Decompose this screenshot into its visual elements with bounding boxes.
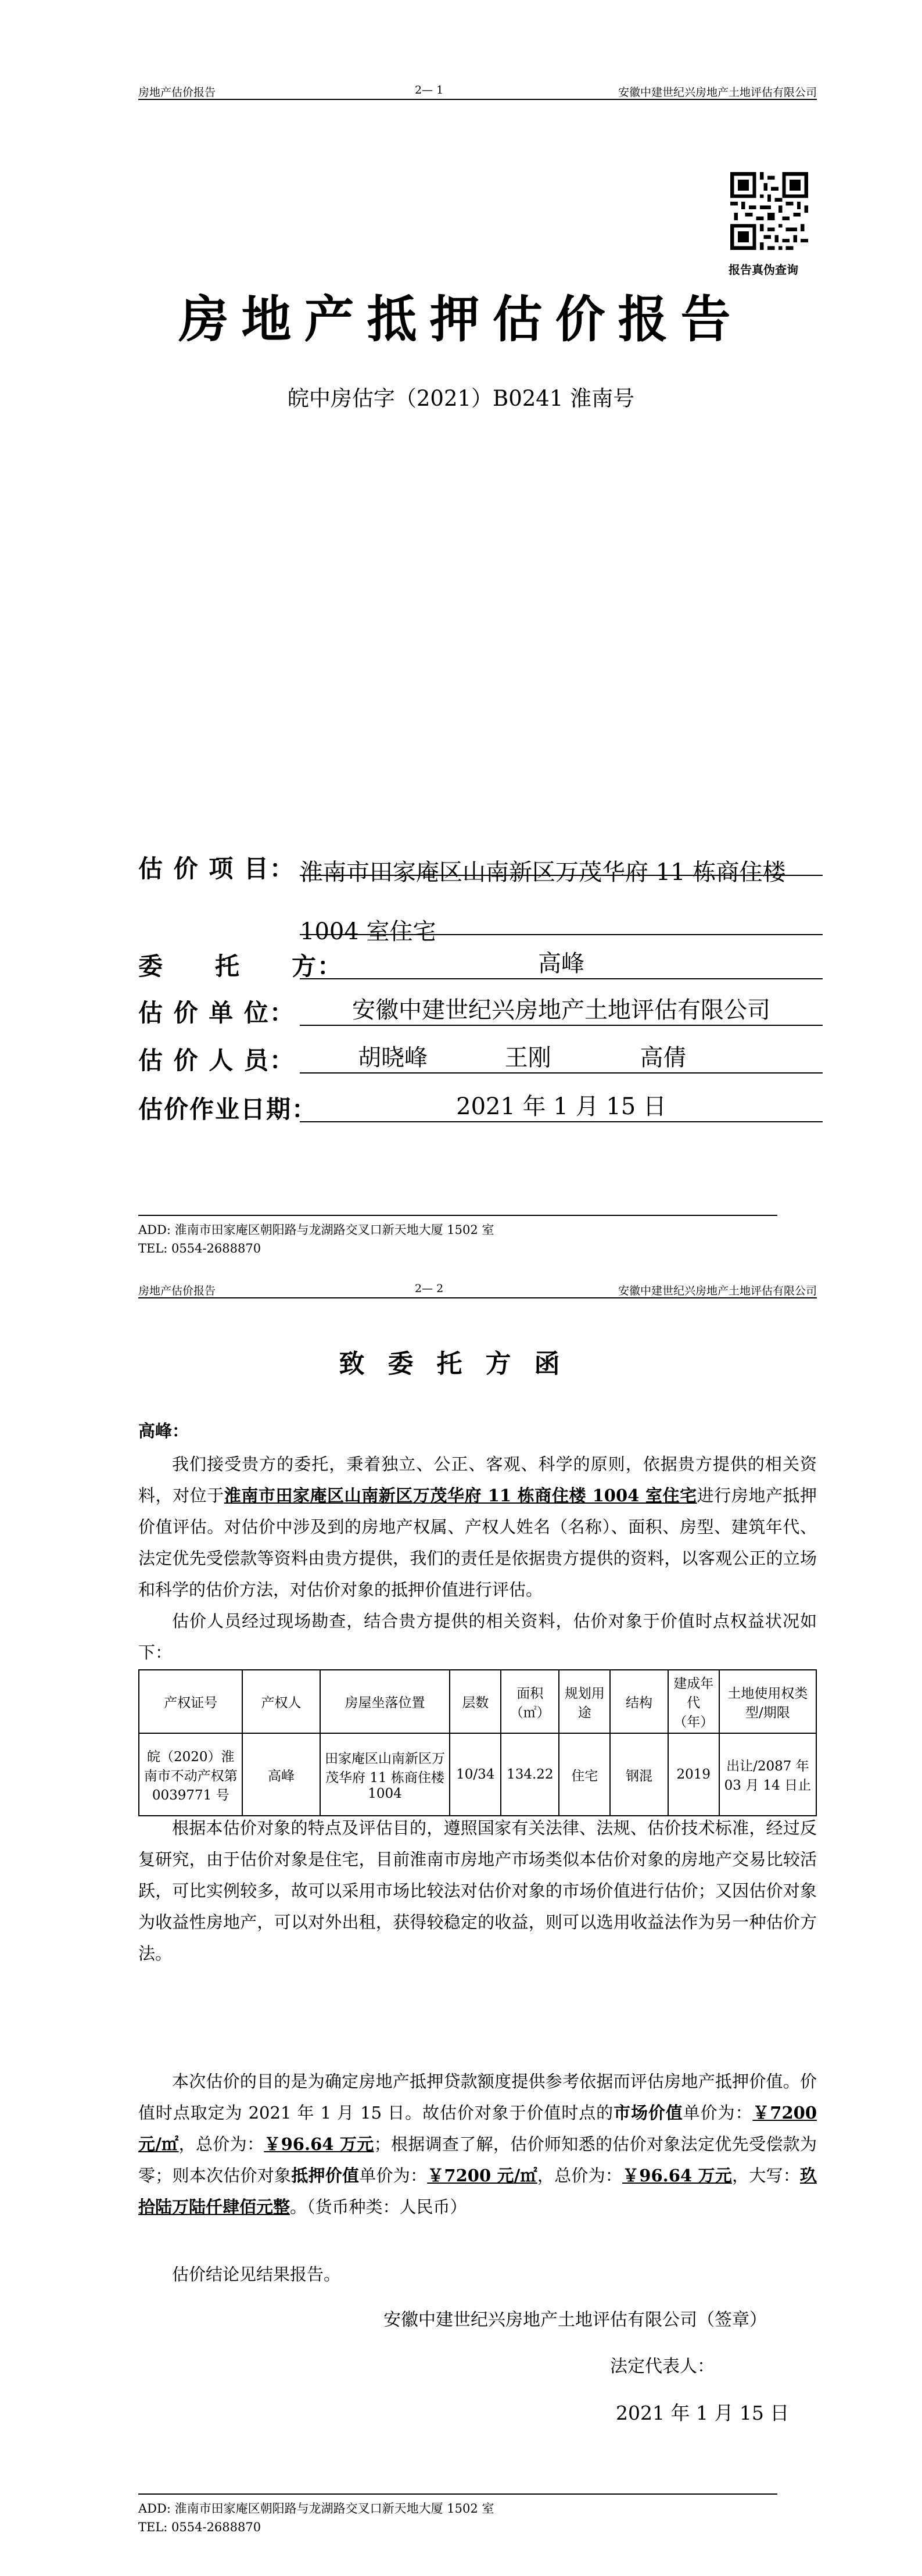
- client-label: 委 托 方：: [138, 952, 343, 981]
- col-header: 结构: [610, 1670, 668, 1733]
- appraisers-label: 估 价 人 员：: [138, 1046, 295, 1075]
- sign-company: 安徽中建世纪兴房地产土地评估有限公司（签章）: [383, 2310, 767, 2330]
- market-value-label: 市场价值: [614, 2103, 683, 2123]
- appraiser-2: 王刚: [504, 1044, 551, 1071]
- p4-text: ，总价为：: [537, 2166, 623, 2185]
- mortgage-value-label: 抵押价值: [291, 2166, 360, 2185]
- footer-address: ADD: 淮南市田家庵区朝阳路与龙湖路交叉口新天地大厦 1502 室: [138, 2502, 494, 2516]
- paragraph-3: 根据本估价对象的特点及评估目的，遵照国家有关法律、法规、估价技术标准，经过反复研究，由于估价对象是住宅，目前淮南市房地产市场类似本估价对象的房地产交易比较活跃，可比实例较多，故可以采用市场比较法对估价对象的市场价值进行估价；又因估价对象为收益性房地产，可以对外出租，获得较稳定的收益，则可以选用收益法作为另一种估价方法。: [138, 1818, 817, 1963]
- letter-title: 致委托方函: [339, 1349, 583, 1379]
- footer-tel: TEL: 0554-2688870: [138, 1242, 261, 1255]
- footer: [138, 1221, 494, 1258]
- cell-land-right: 出让/2087 年 03 月 14 日止: [719, 1733, 816, 1816]
- header-company: 安徽中建世纪兴房地产土地评估有限公司: [618, 1285, 817, 1297]
- date-value: 2021 年 1 月 15 日: [300, 1088, 823, 1122]
- client-value: 高峰: [300, 945, 823, 979]
- project-value: 淮南市田家庵区山南新区万茂华府 11 栋商住楼 1004 室住宅: [300, 859, 786, 945]
- p4-text: ；根据调查了解，估价师知悉的估价对象法定优先受偿款为零；则本次估价对象: [138, 2134, 817, 2185]
- col-header: 房屋坐落位置: [320, 1670, 450, 1733]
- p1-text-a: 我们接受贵方的委托，秉着独立、公正、客观、科学的原则，依据贵方提供的相关资料，对位于: [138, 1454, 817, 1505]
- underline: [300, 875, 823, 876]
- paragraph-4: [138, 2066, 817, 2223]
- p4-text: 本次估价的目的是为确定房地产抵押贷款额度提供参考依据而评估房地产抵押价值。价值时点取定为 2021 年 1 月 15 日。故估价对象于价值时点的: [138, 2071, 817, 2123]
- p1-property: 淮南市田家庵区山南新区万茂华府 11 栋商住楼 1004 室住宅: [224, 1486, 697, 1505]
- report-title: 房地产抵押估价报告: [178, 290, 744, 349]
- p4-text: 单价为：: [359, 2166, 428, 2185]
- sign-representative: 法定代表人：: [610, 2356, 715, 2377]
- project-label: 估 价 项 目：: [138, 854, 295, 883]
- col-header: 面积（㎡）: [501, 1670, 559, 1733]
- footer-tel: TEL: 0554-2688870: [138, 2520, 261, 2534]
- p4-text: ，总价为：: [178, 2134, 264, 2154]
- header-left: 房地产估价报告: [138, 86, 216, 99]
- col-header: 规划用途: [559, 1670, 610, 1733]
- footer-divider: [138, 2493, 777, 2495]
- page-header: [138, 1280, 817, 1298]
- cell-area: 134.22: [501, 1733, 559, 1816]
- date-label: 估价作业日期：: [138, 1095, 318, 1124]
- header-company: 安徽中建世纪兴房地产土地评估有限公司: [618, 86, 817, 99]
- p1-text-c: 进行房地产抵押价值评估。对估价中涉及到的房地产权属、产权人姓名（名称）、面积、房型、建筑年代、法定优先受偿款等资料由贵方提供，我们的责任是依据贵方提供的资料，以客观公正的立场和科学的估价方法，对估价对象的抵押价值进行评估。: [138, 1486, 817, 1600]
- p4-text: 。（货币种类：人民币）: [290, 2197, 467, 2217]
- footer-address: ADD: 淮南市田家庵区朝阳路与龙湖路交叉口新天地大厦 1502 室: [138, 1223, 494, 1237]
- property-table: [138, 1669, 817, 1816]
- col-header: 土地使用权类型/期限: [719, 1670, 816, 1733]
- cell-use: 住宅: [559, 1733, 610, 1816]
- footer-divider: [138, 1215, 777, 1216]
- mortgage-total-price: ￥96.64 万元: [622, 2166, 732, 2185]
- cell-year: 2019: [668, 1733, 719, 1816]
- header-page-number: 2— 1: [415, 84, 444, 96]
- cell-floors: 10/34: [450, 1733, 501, 1816]
- table-row: [139, 1733, 816, 1816]
- market-total-price: ￥96.64 万元: [264, 2134, 374, 2154]
- appraiser-1: 胡晓峰: [358, 1044, 428, 1071]
- paragraph-2: 估价人员经过现场勘查，结合贵方提供的相关资料，估价对象于价值时点权益状况如下：: [138, 1611, 817, 1662]
- mortgage-unit-price: ￥7200 元/㎡: [427, 2166, 537, 2185]
- appraiser-3: 高倩: [640, 1044, 687, 1071]
- paragraph-5: 估价结论见结果报告。: [172, 2264, 341, 2284]
- col-header: 建成年代（年）: [668, 1670, 719, 1733]
- footer: [138, 2499, 494, 2536]
- cell-owner: 高峰: [242, 1733, 320, 1816]
- page-header: [138, 81, 817, 100]
- report-ref-number: 皖中房估字（2021）B0241 淮南号: [287, 386, 635, 411]
- sign-date: 2021 年 1 月 15 日: [616, 2402, 790, 2424]
- p4-text: 单价为：: [683, 2103, 753, 2123]
- table-header-row: [139, 1670, 816, 1733]
- col-header: 产权人: [242, 1670, 320, 1733]
- market-unit-price: ￥7200 元/㎡: [138, 2103, 817, 2154]
- qr-caption: 报告真伪查询: [729, 263, 798, 277]
- appraisers-line: [300, 1039, 823, 1074]
- qr-code-icon[interactable]: [730, 172, 808, 250]
- underline: [300, 934, 823, 935]
- p4-text: ，大写：: [731, 2166, 800, 2185]
- cell-structure: 钢混: [610, 1733, 668, 1816]
- col-header: 层数: [450, 1670, 501, 1733]
- header-left: 房地产估价报告: [138, 1285, 216, 1297]
- col-header: 产权证号: [139, 1670, 242, 1733]
- unit-label: 估 价 单 位：: [138, 999, 295, 1027]
- unit-value: 安徽中建世纪兴房地产土地评估有限公司: [300, 992, 823, 1026]
- cell-location: 田家庵区山南新区万茂华府 11 栋商住楼 1004: [320, 1733, 450, 1816]
- paragraph-1: [138, 1448, 817, 1605]
- cell-cert-no: 皖（2020）淮南市不动产权第 0039771 号: [139, 1733, 242, 1816]
- header-page-number: 2— 2: [415, 1282, 444, 1295]
- amount-in-words: 玖拾陆万陆仟肆佰元整: [138, 2166, 817, 2217]
- salutation: 高峰：: [138, 1421, 189, 1441]
